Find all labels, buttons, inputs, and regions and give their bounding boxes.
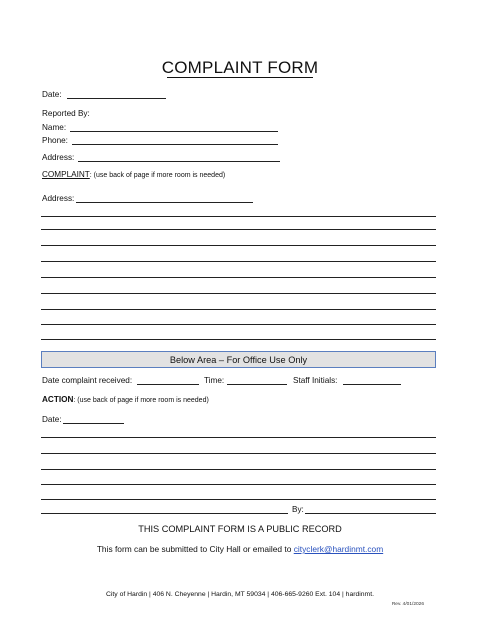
action-note: : (use back of page if more room is needed)	[73, 397, 209, 404]
complaint-line[interactable]	[41, 277, 436, 278]
title-underline	[167, 77, 313, 78]
complaint-line[interactable]	[41, 216, 436, 217]
complaint-line[interactable]	[41, 324, 436, 325]
action-line[interactable]	[41, 437, 436, 438]
action-heading	[42, 395, 209, 404]
complaint-line[interactable]	[41, 261, 436, 262]
complaint-line[interactable]	[41, 293, 436, 294]
address-label: Address:	[42, 153, 75, 162]
date-received-label: Date complaint received:	[42, 376, 133, 385]
time-label: Time:	[204, 376, 225, 385]
address-field[interactable]	[78, 161, 280, 162]
action-label: ACTION	[42, 395, 74, 404]
name-field[interactable]	[70, 131, 278, 132]
complaint-heading	[42, 170, 225, 179]
footer-contact: City of Hardin | 406 N. Cheyenne | Hardin, MT 59034 | 406-665-9260 Ext. 104 | hardinmt.	[105, 591, 374, 598]
reported-by-label: Reported By:	[42, 109, 90, 118]
phone-label: Phone:	[42, 136, 68, 145]
complaint-address-field[interactable]	[76, 202, 253, 203]
complaint-note: : (use back of page if more room is needed)	[89, 172, 226, 179]
public-record-notice: THIS COMPLAINT FORM IS A PUBLIC RECORD	[138, 524, 342, 534]
staff-initials-label: Staff Initials:	[293, 376, 338, 385]
date-field[interactable]	[67, 98, 166, 99]
complaint-label: COMPLAINT	[42, 170, 90, 179]
complaint-line[interactable]	[41, 245, 436, 246]
date-label: Date:	[42, 90, 62, 99]
action-line[interactable]	[41, 469, 436, 470]
phone-field[interactable]	[72, 144, 278, 145]
office-date-label: Date:	[42, 415, 62, 424]
by-label: By:	[292, 505, 304, 514]
by-field[interactable]	[305, 513, 436, 514]
complaint-line[interactable]	[41, 229, 436, 230]
complaint-line[interactable]	[41, 339, 436, 340]
staff-initials-field[interactable]	[343, 384, 401, 385]
action-line[interactable]	[41, 484, 436, 485]
revision-date: Rev. 4/01/2026	[391, 602, 424, 607]
office-use-header-text: Below Area – For Office Use Only	[169, 354, 308, 365]
date-received-field[interactable]	[137, 384, 199, 385]
submission-info	[0, 544, 480, 554]
action-line[interactable]	[41, 499, 436, 500]
submission-text: This form can be submitted to City Hall or emailed to	[96, 544, 294, 554]
complaint-address-label: Address:	[42, 194, 75, 203]
office-use-header	[41, 351, 436, 368]
email-link[interactable]: cityclerk@hardinmt.com	[293, 544, 384, 554]
time-field[interactable]	[227, 384, 287, 385]
action-signature-line[interactable]	[41, 513, 288, 514]
office-date-field[interactable]	[63, 423, 124, 424]
complaint-line[interactable]	[41, 309, 436, 310]
page-title: COMPLAINT FORM	[161, 58, 319, 77]
action-line[interactable]	[41, 453, 436, 454]
name-label: Name:	[42, 123, 67, 132]
